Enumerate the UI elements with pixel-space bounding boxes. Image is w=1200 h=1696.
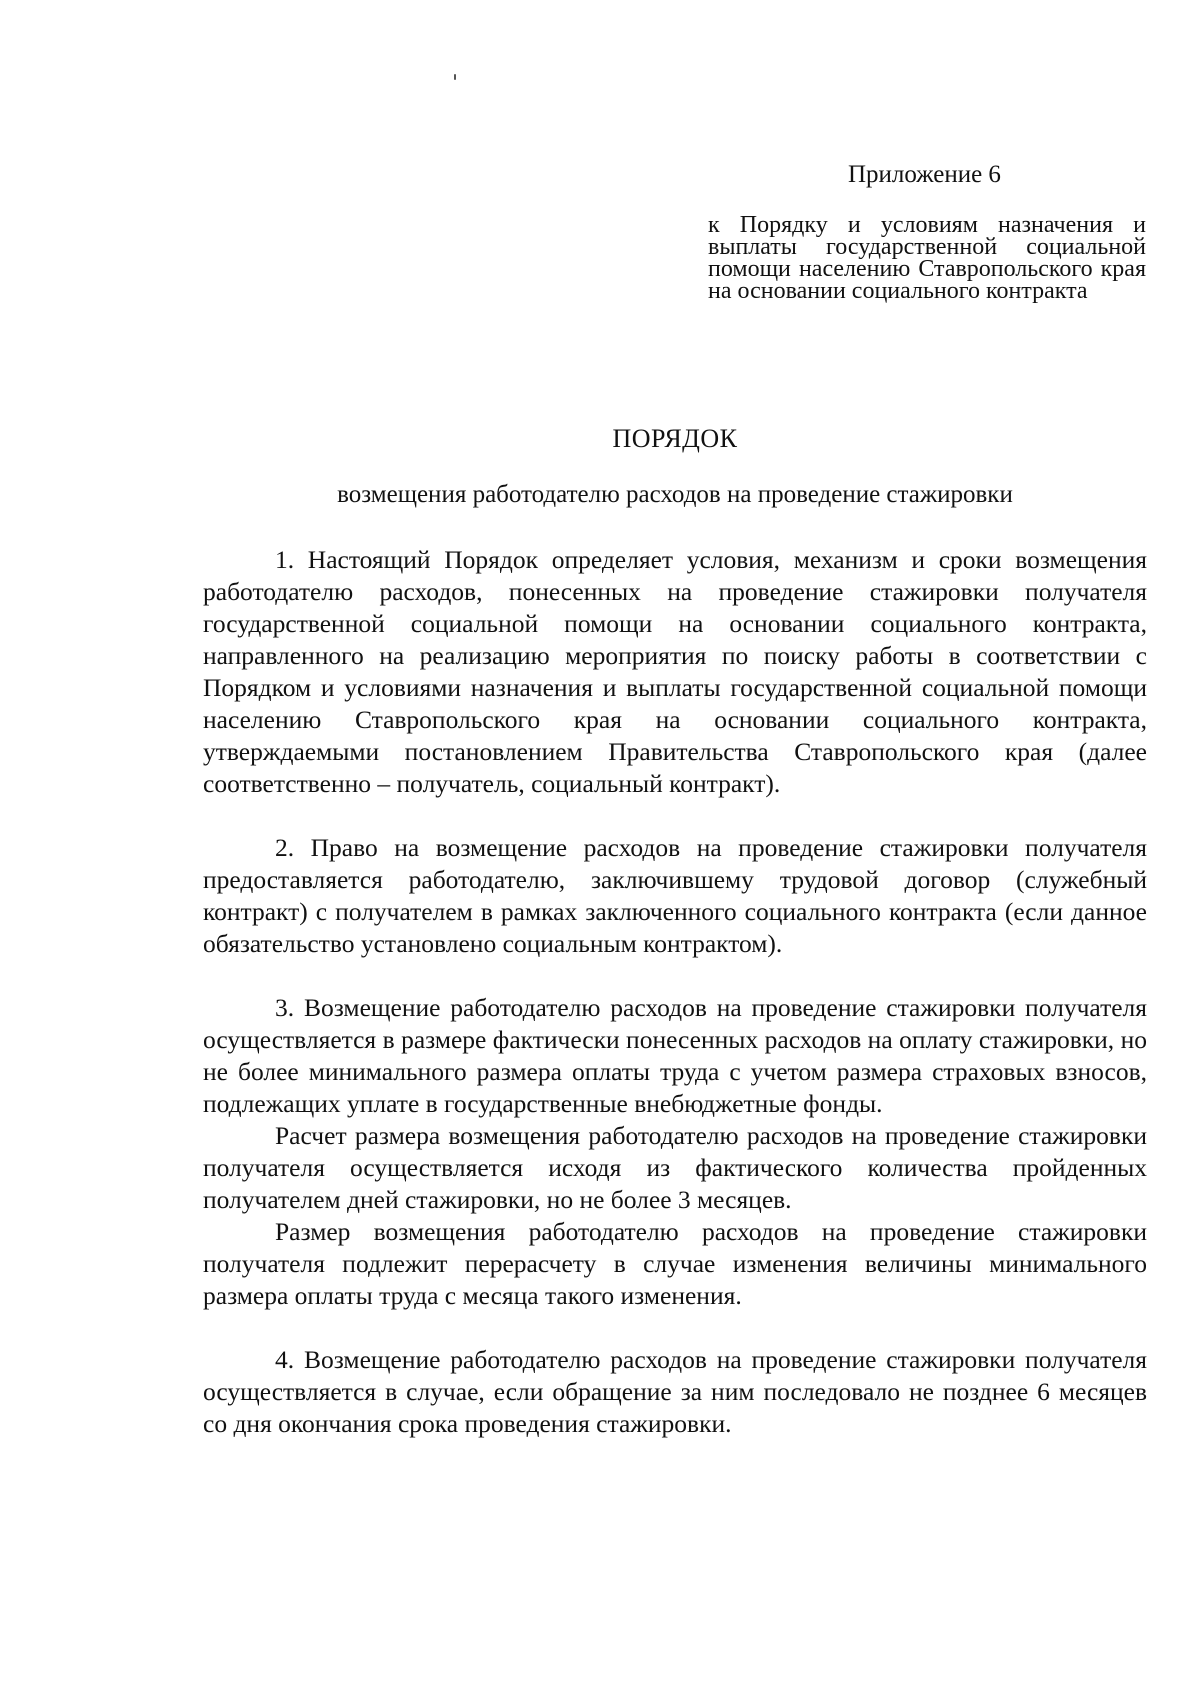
document-subtitle: возмещения работодателю расходов на проведение стажировки xyxy=(337,481,1013,508)
paragraph-3-calculation: Расчет размера возмещения работодателю расходов на проведение стажировки получателя осуществляется исходя из фактического количества пройденных получателем дней стажировки, но не более 3 месяцев. xyxy=(203,1121,1147,1214)
paragraph-3-recalculation: Размер возмещения работодателю расходов на проведение стажировки получателя подлежит перерасчету в случае изменения величины минимального размера оплаты труда с месяца такого изменения. xyxy=(203,1217,1147,1310)
appendix-label: Приложение 6 xyxy=(848,161,1001,188)
scan-speck xyxy=(454,74,456,80)
document-title: ПОРЯДОК xyxy=(612,424,738,453)
paragraph-3: 3. Возмещение работодателю расходов на проведение стажировки получателя осуществляется в размере фактически понесенных расходов на оплату стажировки, но не более минимального размера оплаты труда с учетом размера страховых взносов, подлежащих уплате в государственные внебюджетные фонды. xyxy=(203,993,1147,1118)
paragraph-1: 1. Настоящий Порядок определяет условия, механизм и сроки возмещения работодателю расходов, понесенных на проведение стажировки получателя государственной социальной помощи на основании социального контракта, направленного на реализацию мероприятия по поиску работы в соответствии с Порядком и условиями назначения и выплаты государственной социальной помощи населению Ставропольского края на основании социального контракта, утверждаемыми постановлением Правительства Ставропольского края (далее соответственно – получатель, социальный контракт). xyxy=(203,545,1147,798)
appendix-note: к Порядку и условиям назначения и выплаты государственной социальной помощи населению Ставропольского края на основании социального контракта xyxy=(708,212,1146,304)
paragraph-2: 2. Право на возмещение расходов на проведение стажировки получателя предоставляется работодателю, заключившему трудовой договор (служебный контракт) с получателем в рамках заключенного социального контракта (если данное обязательство установлено социальным контрактом). xyxy=(203,833,1147,958)
paragraph-4: 4. Возмещение работодателю расходов на проведение стажировки получателя осуществляется в случае, если обращение за ним последовало не позднее 6 месяцев со дня окончания срока проведения стажировки. xyxy=(203,1345,1147,1438)
document-body xyxy=(203,544,1147,1440)
